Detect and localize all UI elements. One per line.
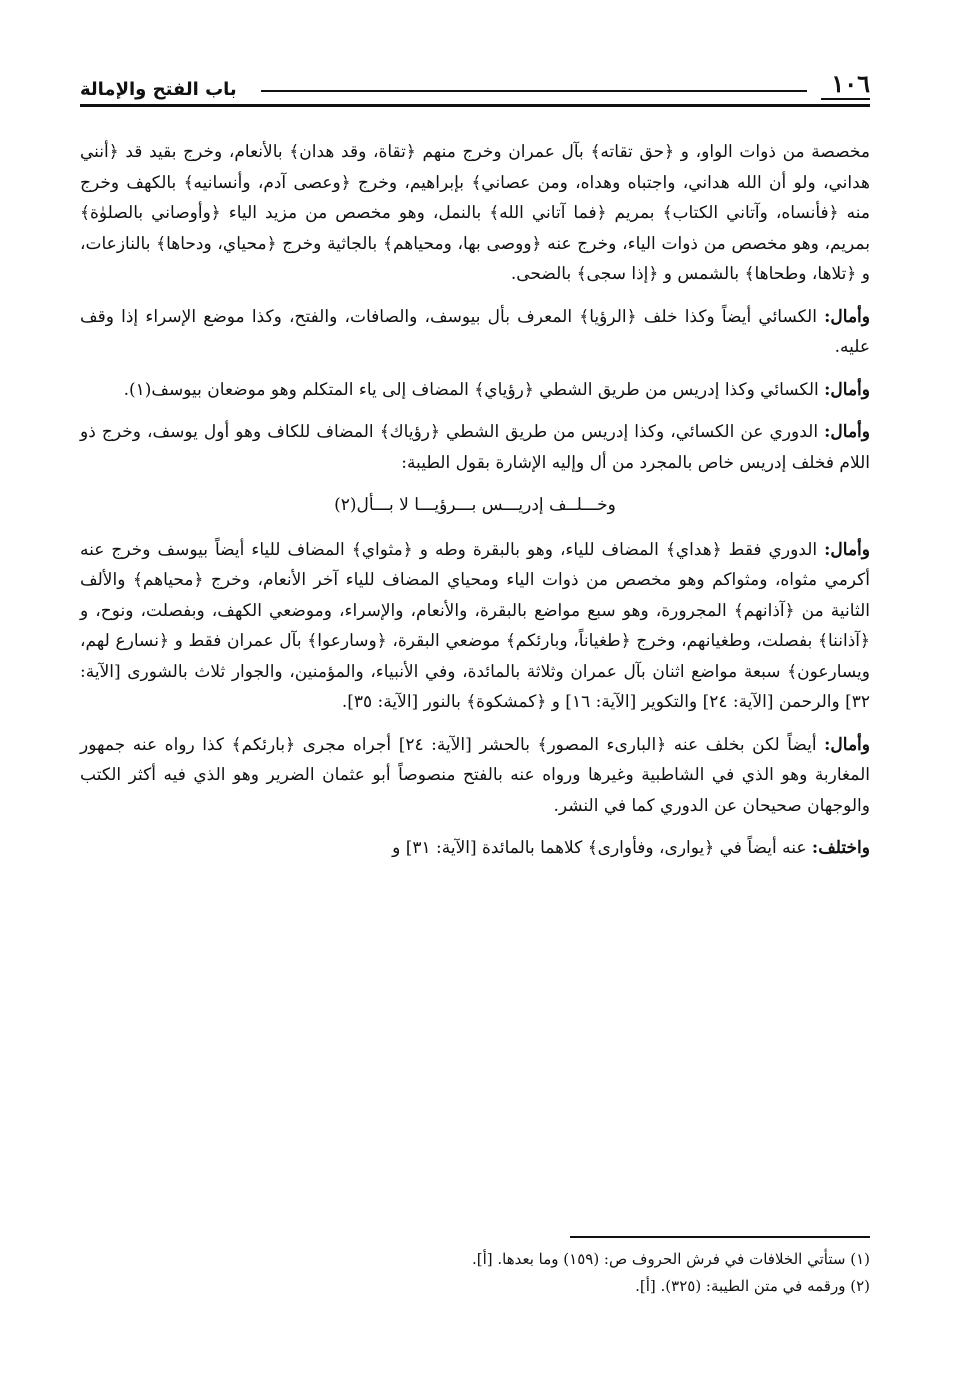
paragraph	[80, 417, 870, 478]
footnote: (٢) ورقمه في متن الطيبة: (٣٢٥). [أ].	[635, 1277, 870, 1295]
page-number: ١٠٦	[821, 69, 870, 100]
paragraph-lead: واختلف:	[811, 838, 870, 858]
paragraph-text: عنه أيضاً في ﴿يوارى، وفأوارى﴾ كلاهما بالمائدة [الآية: ٣١] و	[392, 838, 812, 858]
paragraph-text: الدوري عن الكسائي، وكذا إدريس من طريق الشطي ﴿رؤياك﴾ المضاف للكاف وهو أول يوسف، وخرج ذو اللام فخلف إدريس خاص بالمجرد من أل وإليه الإشارة بقول الطيبة:	[80, 422, 870, 473]
footnotes	[80, 1246, 870, 1300]
chapter-title: باب الفتح والإمالة	[80, 79, 237, 100]
paragraph-text: مخصصة من ذوات الواو، و ﴿حق تقاته﴾ بآل عمران وخرج منهم ﴿تقاة، وقد هدان﴾ بالأنعام، وخرج بقيد قد ﴿أنني هداني، ولو أن الله هداني، واجتباه وهداه، ومن عصاني﴾ بإبراهيم، وخرج ﴿وعصى آدم، وأنسانيه﴾ بالكهف وخرج منه ﴿فأنساه، وآتاني الكتاب﴾ بمريم ﴿فما آتاني الله﴾ بالنمل، وهو مخصص من مزيد الياء ﴿وأوصاني بالصلوٰة﴾ بمريم، وهو مخصص من ذوات الياء، وخرج عنه ﴿ووصى بها، ومحياهم﴾ بالجاثية وخرج ﴿محياي، ودحاها﴾ بالنازعات، و ﴿تلاها، وطحاها﴾ بالشمس و ﴿إذا سجى﴾ بالضحى.	[80, 142, 870, 284]
paragraph-text: الدوري فقط ﴿هداي﴾ المضاف للياء، وهو بالبقرة وطه و ﴿مثواي﴾ المضاف للياء أيضاً بيوسف وخرج عنه أكرمي مثواه، ومثواكم وهو مخصص من ذوات الياء ومحياي المضاف للياء آخر الأنعام، وخرج ﴿محياهم﴾ والألف الثانية من ﴿آذانهم﴾ المجرورة، وهو سبع مواضع بالبقرة، والأنعام، والإسراء، وموضعي الكهف، وبفصلت، ونوح، و ﴿آذاننا﴾ بفصلت، وطغيانهم، وخرج ﴿طغياناً، وبارئكم﴾ موضعي البقرة، ﴿وسارعوا﴾ بآل عمران فقط و ﴿نسارع لهم، ويسارعون﴾ سبعة مواضع اثنان بآل عمران وثلاثة بالمائدة، وفي الأنبياء، والمؤمنين، والجوار ثلاث بالشورى [الآية: ٣٢] والرحمن [الآية: ٢٤] والتكوير [الآية: ١٦] و ﴿كمشكوة﴾ بالنور [الآية: ٣٥].	[80, 539, 870, 712]
paragraph-text: أيضاً لكن بخلف عنه ﴿البارىء المصور﴾ بالحشر [الآية: ٢٤] أجراه مجرى ﴿بارئكم﴾ كذا رواه عنه جمهور المغاربة وهو الذي في الشاطبية وغيرها ورواه عنه بالفتح منصوصاً أبو عثمان الضرير وهو الذي فيه أكثر الكتب والوجهان صحيحان عن الدوري كما في النشر.	[80, 734, 870, 816]
footnote-divider	[570, 1236, 870, 1238]
paragraph	[80, 535, 870, 718]
page-body	[80, 137, 870, 864]
paragraph-text: الكسائي أيضاً وكذا خلف ﴿الرؤيا﴾ المعرف بأل بيوسف، والصافات، والفتح، وكذا موضع الإسراء إذا وقف عليه.	[80, 306, 870, 357]
paragraph-lead: وأمال:	[824, 306, 870, 327]
header-rule	[261, 90, 808, 92]
paragraph-lead: وأمال:	[824, 539, 870, 560]
poem-verse: وخـــلــف إدريـــس بـــرؤيـــا لا بـــأل(٢)	[334, 495, 616, 515]
paragraph-text: الكسائي وكذا إدريس من طريق الشطي ﴿رؤياي﴾ المضاف إلى ياء المتكلم وهو موضعان بيوسف(١).	[123, 379, 825, 400]
paragraph-lead: وأمال:	[824, 734, 870, 755]
page-header	[80, 60, 870, 107]
paragraph	[80, 375, 870, 406]
paragraph	[80, 137, 870, 290]
paragraph	[80, 833, 870, 864]
paragraph	[80, 302, 870, 363]
paragraph	[80, 730, 870, 822]
paragraph-lead: وأمال:	[824, 379, 870, 400]
book-page	[80, 60, 870, 1380]
footnote: (١) ستأتي الخلافات في فرش الحروف ص: (١٥٩) وما بعدها. [أ].	[471, 1250, 870, 1268]
paragraph-lead: وأمال:	[824, 422, 870, 442]
